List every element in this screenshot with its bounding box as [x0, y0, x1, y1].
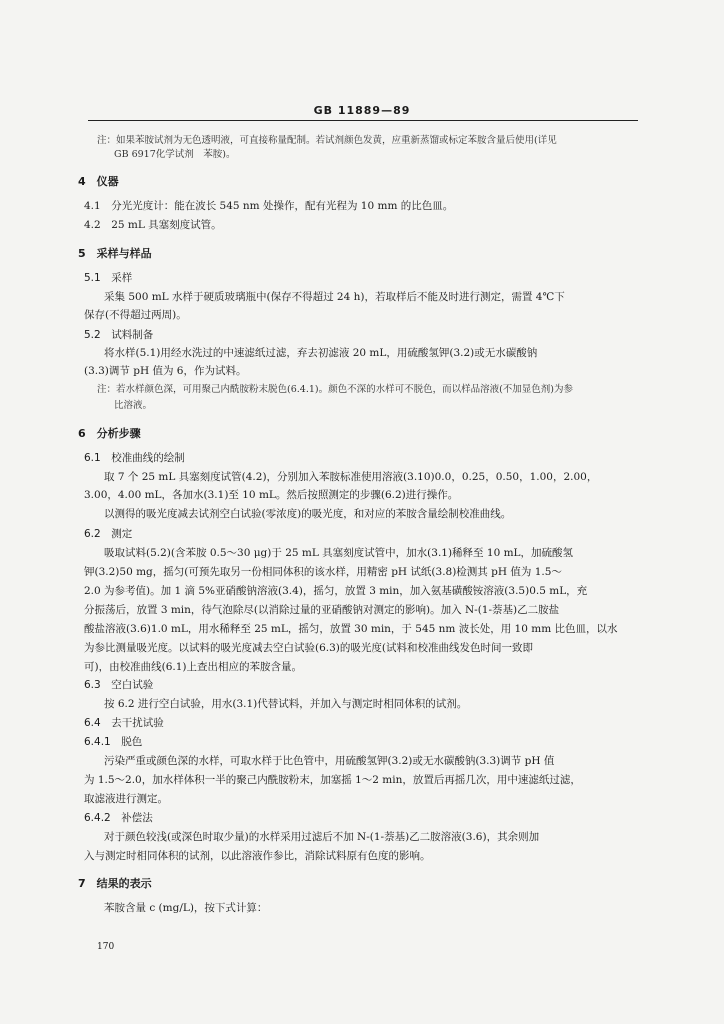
standard-code-header: GB 11889—89 [313, 104, 411, 117]
text-line: 钾(3.2)50 mg，摇匀(可预先取另一份相同体积的该水样，用精密 pH 试纸(3.8)检测其 pH 值为 1.5～ [84, 566, 562, 578]
section-heading: 7 结果的表示 [78, 877, 152, 890]
subsection-heading: 6.4.2 补偿法 [84, 812, 153, 824]
section-heading: 5 采样与样品 [78, 247, 152, 260]
note-line: 比溶液。 [114, 400, 153, 411]
note-line: 注：如果苯胺试剂为无色透明液，可直接称量配制。若试剂颜色发黄，应重新蒸馏或标定苯胺含量后使用(详见 [97, 135, 557, 146]
subsection-heading: 6.1 校准曲线的绘制 [84, 452, 185, 464]
text-line: 取滤液进行测定。 [84, 793, 168, 805]
note-line: 注：若水样颜色深，可用聚己内酰胺粉末脱色(6.4.1)。颜色不深的水样可不脱色，而以样品溶液(不加显色剂)为参 [97, 384, 573, 395]
note-line: GB 6917化学试剂 苯胺)。 [114, 149, 236, 160]
subsection-heading: 6.4 去干扰试验 [84, 717, 164, 729]
text-line: 分振荡后，放置 3 min，待气泡除尽(以消除过量的亚硝酸钠对测定的影响)。加入 N-(1-萘基)乙二胺盐 [84, 604, 560, 616]
section-heading: 6 分析步骤 [78, 427, 141, 440]
text-line: 对于颜色较浅(或深色时取少量)的水样采用过滤后不加 N-(1-萘基)乙二胺溶液(3.6)，其余则加 [104, 831, 540, 843]
text-line: 可)，由校准曲线(6.1)上查出相应的苯胺含量。 [84, 661, 302, 673]
section-heading: 4 仪器 [78, 175, 119, 188]
text-line: 污染严重或颜色深的水样，可取水样于比色管中，用硫酸氢钾(3.2)或无水碳酸钠(3.3)调节 pH 值 [104, 755, 555, 767]
text-line: 2.0 为参考值)。加 1 滴 5%亚硝酸钠溶液(3.4)，摇匀，放置 3 min，加入氨基磺酸铵溶液(3.5)0.5 mL，充 [84, 585, 588, 597]
text-line: (3.3)调节 pH 值为 6，作为试料。 [84, 365, 247, 377]
text-line: 取 7 个 25 mL 具塞刻度试管(4.2)，分别加入苯胺标准使用溶液(3.10)0.0，0.25，0.50，1.00，2.00， [104, 471, 598, 483]
text-line: 4.1 分光光度计：能在波长 545 nm 处操作，配有光程为 10 mm 的比色皿。 [84, 200, 454, 212]
header-rule [88, 120, 638, 121]
page-number: 170 [97, 942, 115, 952]
subsection-heading: 6.2 测定 [84, 528, 133, 540]
text-line: 酸盐溶液(3.6)1.0 mL，用水稀释至 25 mL，摇匀，放置 30 min，于 545 nm 波长处，用 10 mm 比色皿，以水 [84, 623, 618, 635]
text-line: 采集 500 mL 水样于硬质玻璃瓶中(保存不得超过 24 h)，若取样后不能及时进行测定，需置 4℃下 [104, 291, 565, 303]
subsection-heading: 5.2 试料制备 [84, 329, 154, 341]
subsection-heading: 6.4.1 脱色 [84, 736, 143, 748]
text-line: 将水样(5.1)用经水洗过的中速滤纸过滤，弃去初滤液 20 mL，用硫酸氢钾(3.2)或无水碳酸钠 [104, 347, 538, 359]
text-line: 为 1.5～2.0，加水样体积一半的聚己内酰胺粉末，加塞摇 1～2 min，放置后再摇几次，用中速滤纸过滤， [84, 774, 581, 786]
subsection-heading: 6.3 空白试验 [84, 679, 154, 691]
text-line: 4.2 25 mL 具塞刻度试管。 [84, 219, 222, 231]
text-line: 入与测定时相同体积的试剂，以此溶液作参比，消除试料原有色度的影响。 [84, 850, 431, 862]
subsection-heading: 5.1 采样 [84, 272, 133, 284]
text-line: 3.00，4.00 mL，各加水(3.1)至 10 mL。然后按照测定的步骤(6.2)进行操作。 [84, 489, 459, 501]
text-line: 以测得的吸光度减去试剂空白试验(零浓度)的吸光度，和对应的苯胺含量绘制校准曲线。 [104, 508, 512, 520]
text-line: 保存(不得超过两周)。 [84, 309, 187, 321]
text-line: 按 6.2 进行空白试验，用水(3.1)代替试料，并加入与测定时相同体积的试剂。 [104, 698, 468, 710]
text-line: 为参比测量吸光度。以试料的吸光度减去空白试验(6.3)的吸光度(试料和校准曲线发色时间一致即 [84, 642, 533, 654]
text-line: 吸取试料(5.2)(含苯胺 0.5～30 μg)于 25 mL 具塞刻度试管中，加水(3.1)稀释至 10 mL，加硫酸氢 [104, 547, 574, 559]
text-line: 苯胺含量 c (mg/L)，按下式计算： [104, 902, 268, 914]
